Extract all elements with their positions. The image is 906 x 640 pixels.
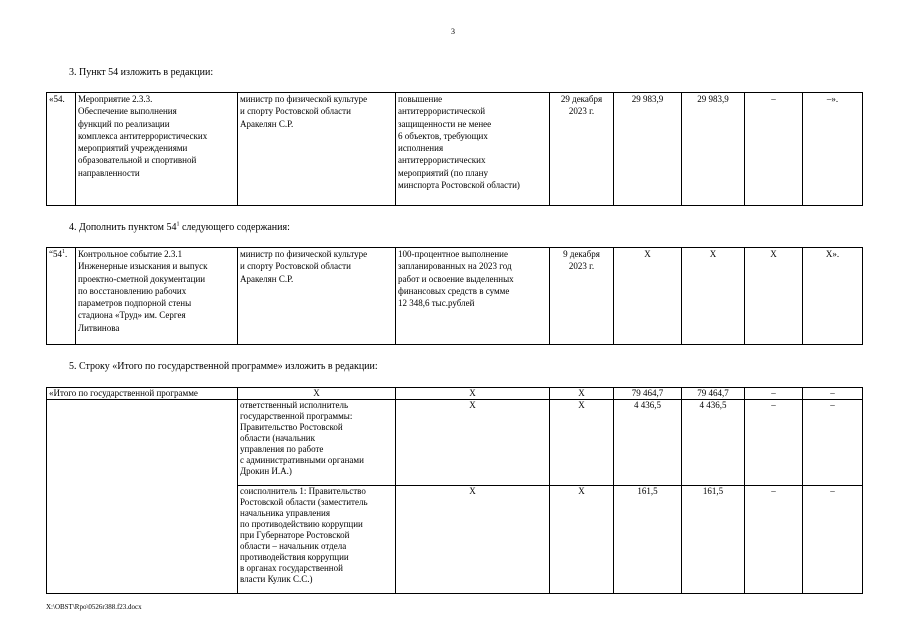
value-federal: –	[745, 93, 803, 206]
cell-text-line: Аракелян С.Р.	[240, 273, 294, 284]
expected-result	[396, 93, 550, 206]
event-name	[76, 248, 238, 345]
value-regional: 29 983,9	[682, 93, 745, 206]
cell-text-line: противодействия коррупции	[240, 552, 349, 562]
cell-text-line: комплекса антитеррористических	[78, 130, 208, 141]
cell-text-line: антитеррористических	[398, 155, 486, 166]
col-2: Х	[396, 486, 550, 594]
value-total: 161,5	[614, 486, 682, 594]
table-item-54	[46, 92, 863, 206]
cell-text-line: власти Кулик С.С.)	[240, 574, 313, 584]
cell-text-line: 12 348,6 тыс.рублей	[398, 298, 475, 309]
cell-text-line: с административными органами	[240, 455, 364, 465]
cell-text-line: антитеррористической	[398, 106, 486, 117]
cell-text-line: 2023 г.	[568, 106, 595, 117]
cell-text-line: Ростовской области (заместитель	[240, 497, 368, 507]
cell-text-line: Мероприятие 2.3.3.	[78, 94, 153, 104]
cell-text-line: в органах государственной	[240, 563, 343, 573]
cell-text-line: Аракелян С.Р.	[240, 118, 294, 129]
section-4-instruction: 4. Дополнить пунктом $54^1$ следующего содержания:	[69, 221, 290, 233]
cell-text-line: Дрокин И.А.)	[240, 466, 292, 476]
section-5-instruction: 5. Строку «Итого по государственной программе» изложить в редакции:	[69, 361, 378, 372]
value-total: 29 983,9	[614, 93, 682, 206]
cell-text-line: и спорту Ростовской области	[240, 106, 351, 117]
table-row	[47, 248, 863, 345]
table-item-54-1	[46, 247, 863, 345]
cell-text-line: 100-процентное выполнение	[398, 249, 508, 259]
row-number: «54.	[47, 93, 76, 206]
value-regional: Х	[682, 248, 745, 345]
cell-text-line: по противодействию коррупции	[240, 519, 363, 529]
value-regional: 161,5	[682, 486, 745, 594]
col-2: Х	[396, 400, 550, 486]
cell-text-line: параметров подпорной стены	[78, 298, 192, 309]
value-federal: –	[745, 400, 803, 486]
cell-text-line: проектно-сметной документации	[78, 273, 206, 284]
total-col-3: Х	[550, 388, 614, 400]
total-col-1: Х	[238, 388, 396, 400]
cell-text-line: по восстановлению рабочих	[78, 285, 187, 296]
cell-text-line: 6 объектов, требующих	[398, 130, 488, 141]
value-other: Х».	[803, 248, 863, 345]
cell-text-line: функций по реализации	[78, 118, 170, 129]
cell-text-line: Контрольное событие 2.3.1	[78, 249, 183, 259]
value-other: –	[803, 400, 863, 486]
value-other: –	[803, 486, 863, 594]
col-3: Х	[550, 400, 614, 486]
page-number: 3	[451, 27, 455, 36]
cell-text-line: управления по работе	[240, 444, 324, 454]
cell-text-line: мероприятий (по плану	[398, 167, 488, 178]
responsible-person	[238, 248, 396, 345]
cell-text-line: Правительство Ростовской	[240, 422, 343, 432]
expected-result	[396, 248, 550, 345]
cell-text-line: и спорту Ростовской области	[240, 261, 351, 272]
cell-text-line: 2023 г.	[568, 261, 595, 272]
cell-text-line: министр по физической культуре	[240, 94, 368, 104]
cell-text-line: начальника управления	[240, 508, 330, 518]
cell-text-line: Инженерные изыскания и выпуск	[78, 261, 208, 272]
total-row	[47, 388, 863, 400]
value-federal: Х	[745, 248, 803, 345]
total-value-total: 79 464,7	[614, 388, 682, 400]
total-value-federal: –	[745, 388, 803, 400]
cell-text-line: повышение	[398, 94, 443, 104]
deadline-date	[550, 248, 614, 345]
table-row	[47, 400, 863, 486]
value-regional: 4 436,5	[682, 400, 745, 486]
cell-text-line: 9 декабря	[563, 249, 600, 259]
cell-text-line: образовательной и спортивной	[78, 155, 197, 166]
cell-text-line: Обеспечение выполнения	[78, 106, 177, 117]
cell-text-line: исполнения	[398, 143, 444, 154]
empty-label-cell	[47, 400, 238, 594]
executor-name	[238, 400, 396, 486]
total-col-2: Х	[396, 388, 550, 400]
cell-text-line: финансовых средств в сумме	[398, 285, 510, 296]
cell-text-line: ответственный исполнитель	[240, 400, 349, 410]
executor-name	[238, 486, 396, 594]
table-row	[47, 93, 863, 206]
cell-text-line: области (начальник	[240, 433, 315, 443]
file-path-footer: X:\OBST\Rpo\0526r388.f23.docx	[46, 603, 142, 611]
cell-text-line: соисполнитель 1: Правительство	[240, 486, 366, 496]
cell-text-line: минспорта Ростовской области)	[398, 180, 520, 191]
cell-text-line: государственной программы:	[240, 411, 353, 421]
value-federal: –	[745, 486, 803, 594]
cell-text-line: при Губернаторе Ростовской	[240, 530, 350, 540]
deadline-date	[550, 93, 614, 206]
responsible-person	[238, 93, 396, 206]
cell-text-line: министр по физической культуре	[240, 249, 368, 259]
value-other: –».	[803, 93, 863, 206]
cell-text-line: мероприятий учреждениями	[78, 143, 188, 154]
col-3: Х	[550, 486, 614, 594]
table-program-total	[46, 387, 863, 594]
cell-text-line: 29 декабря	[560, 94, 603, 104]
cell-text-line: стадиона «Труд» им. Сергея	[78, 310, 186, 321]
total-label: «Итого по государственной программе	[47, 388, 238, 400]
cell-text-line: направленности	[78, 167, 140, 178]
row-number: “$54^1$.	[47, 248, 76, 345]
total-value-regional: 79 464,7	[682, 388, 745, 400]
cell-text-line: работ и освоение выделенных	[398, 273, 514, 284]
value-total: 4 436,5	[614, 400, 682, 486]
cell-text-line: запланированных на 2023 год	[398, 261, 512, 272]
value-total: Х	[614, 248, 682, 345]
total-value-other: –	[803, 388, 863, 400]
cell-text-line: защищенности не менее	[398, 118, 492, 129]
section-3-instruction: 3. Пункт 54 изложить в редакции:	[69, 67, 214, 78]
cell-text-line: Литвинова	[78, 322, 120, 333]
event-name	[76, 93, 238, 206]
cell-text-line: области – начальник отдела	[240, 541, 347, 551]
